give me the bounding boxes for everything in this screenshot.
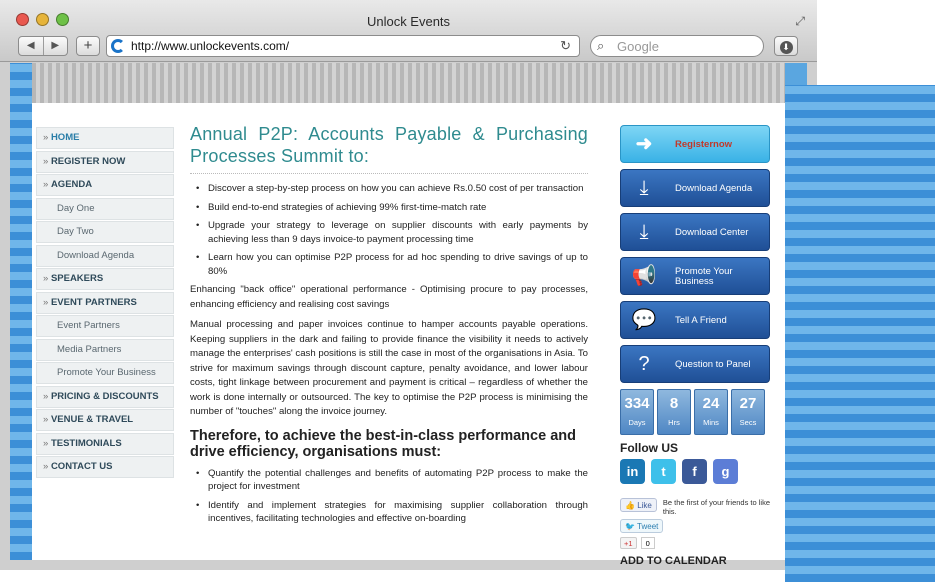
menu-item-pricing[interactable]: » PRICING & DISCOUNTS [36,386,174,408]
countdown-seconds [731,389,765,435]
download-tray-icon: ⤓ [639,221,649,243]
body-paragraph: Manual processing and paper invoices continue to hamper accounts payable operations. Keeping suppliers in the dark and failing to provide finance the visibility it needs to actively manage the enterprises' cash positions is still the case in most of the organisations in Asia. To strive for maximum savings through discount capture, penalty avoidance, and lower labour costs, tight linkage between procurement and payment is critical – regardless of whether the work is done internally or outsourced. The key to optimise the P2P process is minimising the number of "touches" along the invoice journey. [190,319,588,417]
countdown-value: 24 [702,395,720,412]
section-heading: Therefore, to achieve the best-in-class performance and drive efficiency, organisations must: [190,427,576,460]
register-now-label: Registernow [675,139,733,150]
main-article [190,123,588,531]
countdown-days [620,389,654,435]
download-icon: ⬇ [780,41,793,54]
action-bullet: • Identify and implement strategies for maximising supplier collaboration through incentives, facilitating technologies and effective on-boarding [190,499,588,526]
downloads-button[interactable] [774,36,798,56]
countdown-value: 27 [739,395,757,412]
forward-button[interactable]: ▶ [51,40,60,51]
countdown-unit: Days [628,418,646,427]
page-content [32,103,785,567]
question-mark-icon: ? [638,353,650,375]
address-bar[interactable] [106,35,580,57]
page-title: Annual P2P: Accounts Payable & Purchasing Processes Summit to: [190,124,588,166]
menu-item-register[interactable]: » REGISTER NOW [36,151,174,173]
question-panel-label: Question to Panel [675,359,751,370]
back-button[interactable]: ◀ [19,37,44,55]
tweet-label: Tweet [637,522,659,531]
objective-bullet: • Learn how you can optimise P2P process for ad hoc spending to drive savings of up to 80% [190,251,588,278]
download-agenda-label: Download Agenda [675,183,753,194]
tweet-button[interactable]: 🐦 Tweet [620,519,663,533]
search-icon: ⌕ [597,38,605,53]
menu-item-home[interactable]: » HOME [36,127,174,149]
question-panel-button[interactable] [620,345,770,383]
tell-friend-label: Tell A Friend [675,315,727,326]
promote-business-label: Promote Your Business [675,266,733,287]
intro-paragraph: Enhancing "back office" operational performance - Optimising procure to pay processes, enhancing efficiency and realising cost savings [190,284,588,310]
window-title: Unlock Events [366,14,451,29]
facebook-icon[interactable]: f [682,459,707,484]
follow-us-heading: Follow US [620,441,678,455]
facebook-like-widget [620,498,770,516]
url-text[interactable]: http://www.unlockevents.com/ [131,39,290,53]
site-favicon-icon [111,39,125,53]
download-center-button[interactable] [620,213,770,251]
history-buttons [18,36,68,56]
countdown-unit: Mins [703,418,719,427]
google-plus-count: 0 [641,537,655,549]
title-bar [0,0,817,62]
right-sidebar [620,125,770,567]
menu-item-sub-event-partners[interactable]: Event Partners [36,315,174,337]
register-now-button[interactable] [620,125,770,163]
objective-bullet: • Build end-to-end strategies of achieving 99% first-time-match rate [190,201,588,215]
menu-item-testimonials[interactable]: » TESTIMONIALS [36,433,174,455]
download-agenda-button[interactable] [620,169,770,207]
like-label: Like [637,501,652,510]
countdown-minutes [694,389,728,435]
menu-item-day-two[interactable]: Day Two [36,221,174,243]
twitter-icon[interactable]: t [651,459,676,484]
like-button[interactable]: 👍 Like [620,498,657,512]
google-plus-button[interactable]: +1 [620,537,637,549]
menu-item-event-partners[interactable]: » EVENT PARTNERS [36,292,174,314]
social-links [620,459,770,484]
page-viewport [10,63,807,567]
menu-item-agenda[interactable]: » AGENDA [36,174,174,196]
menu-item-speakers[interactable]: » SPEAKERS [36,268,174,290]
objective-bullet: • Upgrade your strategy to leverage on supplier discounts with early payments by achieving less than 9 days invoice-to payment processing time [190,219,588,246]
header-banner [32,63,785,103]
download-center-label: Download Center [675,227,749,238]
menu-item-day-one[interactable]: Day One [36,198,174,220]
countdown-unit: Hrs [668,418,680,427]
search-placeholder: Google [617,39,659,54]
fullscreen-icon[interactable]: ⤢ [795,14,805,28]
left-decor-strip [10,63,32,560]
reload-icon[interactable]: ↻ [560,38,571,53]
title-divider [190,173,588,174]
arrow-right-icon: ➜ [635,133,653,155]
menu-item-download-agenda[interactable]: Download Agenda [36,245,174,267]
add-to-calendar-heading: ADD TO CALENDAR [620,555,727,567]
promote-business-button[interactable] [620,257,770,295]
megaphone-icon: 📢 [631,265,657,287]
countdown-unit: Secs [739,418,757,427]
tell-friend-button[interactable] [620,301,770,339]
search-field[interactable] [590,35,764,57]
menu-item-venue[interactable]: » VENUE & TRAVEL [36,409,174,431]
linkedin-icon[interactable]: in [620,459,645,484]
sidebar-menu [36,127,174,480]
menu-item-contact[interactable]: » CONTACT US [36,456,174,478]
menu-item-promote[interactable]: Promote Your Business [36,362,174,384]
countdown-value: 334 [624,395,650,412]
right-decor-strip [785,85,935,582]
objective-bullet: • Discover a step-by-step process on how you can achieve Rs.0.50 cost of per transaction [190,182,588,196]
countdown-timer [620,389,770,435]
download-tray-icon: ⤓ [639,177,649,199]
countdown-value: 8 [669,395,679,412]
menu-item-media-partners[interactable]: Media Partners [36,339,174,361]
countdown-hours [657,389,691,435]
speech-bubble-icon: 💬 [631,309,657,331]
action-bullet: • Quantify the potential challenges and benefits of automating P2P process to make the project for investment [190,467,588,494]
google-plus-widget [620,537,770,549]
add-bookmark-button[interactable]: + [76,36,100,56]
google-icon[interactable]: g [713,459,738,484]
like-message: Be the first of your friends to like this. [662,498,771,516]
